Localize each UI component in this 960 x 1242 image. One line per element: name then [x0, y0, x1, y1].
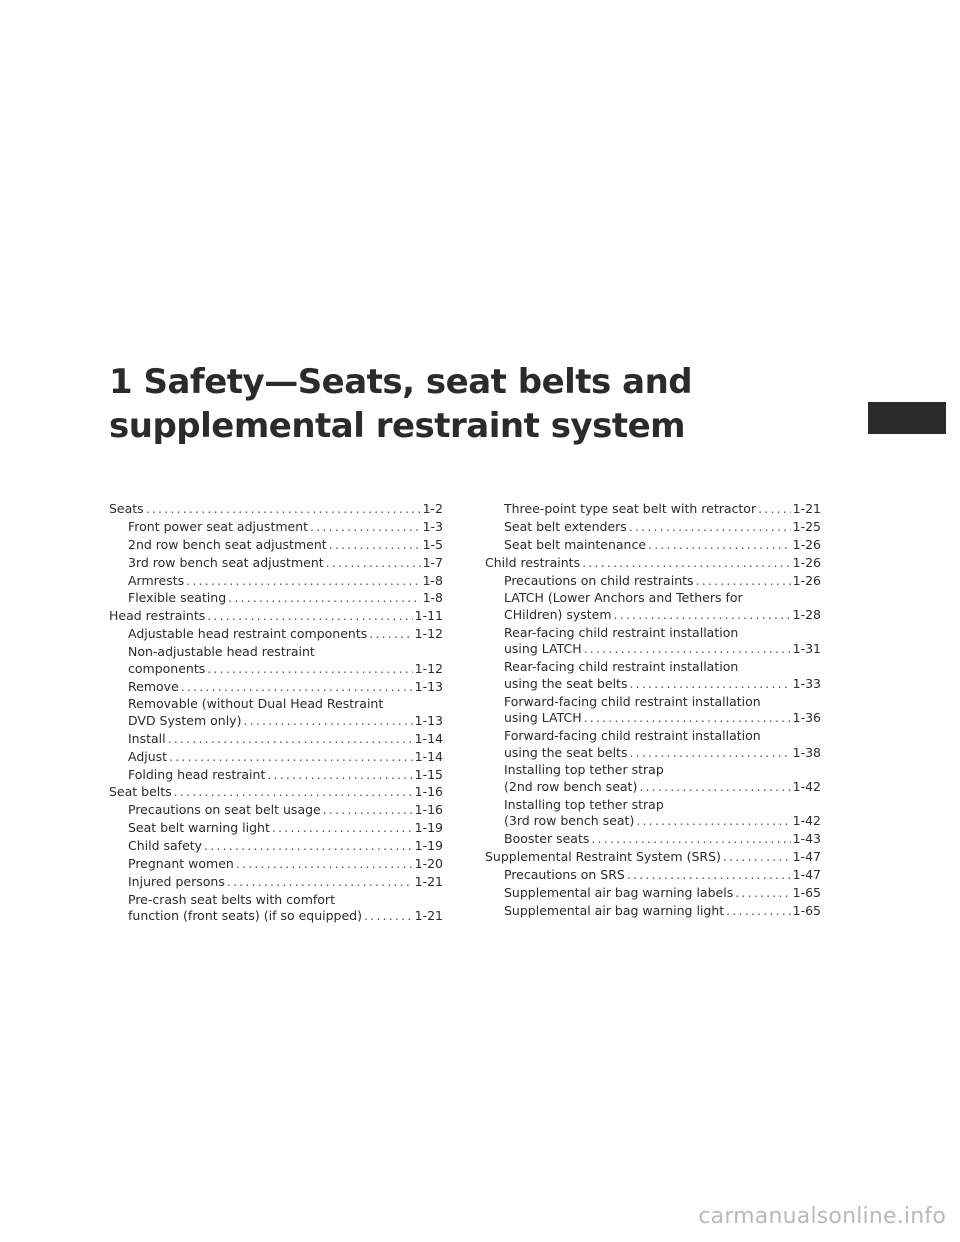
- toc-entry-label: DVD System only): [128, 712, 242, 728]
- toc-entry-line: [128, 713, 443, 730]
- toc-entry-line: [128, 749, 443, 766]
- toc-entry-page-number: 1-19: [414, 838, 443, 854]
- toc-column-right: [485, 501, 821, 921]
- toc-entry-label: Child safety: [128, 838, 203, 854]
- toc-entry-label-line: Rear-facing child restraint installation: [504, 659, 739, 675]
- toc-entry-label-line: Installing top tether strap: [504, 796, 664, 812]
- chapter-title-line-1: 1 Safety—Seats, seat belts and: [109, 362, 693, 402]
- toc-entry-line: [504, 641, 821, 658]
- toc-entry[interactable]: [485, 797, 821, 830]
- toc-entry-label: (3rd row bench seat): [504, 813, 635, 829]
- toc-dot-leader: [629, 745, 790, 762]
- toc-entry[interactable]: [109, 519, 443, 536]
- toc-entry-label: using the seat belts: [504, 675, 628, 691]
- toc-entry[interactable]: [109, 838, 443, 855]
- toc-entry[interactable]: [109, 802, 443, 819]
- toc-entry-line: [128, 519, 443, 536]
- toc-dot-leader: [228, 590, 420, 607]
- toc-dot-leader: [582, 555, 791, 572]
- toc-entry-label-line: Rear-facing child restraint installation: [504, 624, 739, 640]
- toc-entry-page-number: 1-43: [792, 831, 821, 847]
- toc-dot-leader: [181, 679, 413, 696]
- toc-entry[interactable]: [485, 728, 821, 761]
- toc-entry-page-number: 1-5: [422, 536, 443, 552]
- toc-entry-label: Precautions on child restraints: [504, 572, 694, 588]
- toc-entry-line: [128, 573, 443, 590]
- toc-entry[interactable]: [109, 856, 443, 873]
- toc-entry-page-number: 1-36: [792, 710, 821, 726]
- toc-entry-page-number: 1-28: [792, 606, 821, 622]
- toc-entry-line: [485, 555, 821, 572]
- toc-entry[interactable]: [109, 767, 443, 784]
- toc-entry-label: 2nd row bench seat adjustment: [128, 536, 327, 552]
- toc-dot-leader: [169, 749, 413, 766]
- toc-entry-label-line: Removable (without Dual Head Restraint: [128, 696, 384, 712]
- toc-entry[interactable]: [485, 903, 821, 920]
- toc-entry-line: [504, 745, 821, 762]
- toc-entry-label: Supplemental air bag warning labels: [504, 884, 734, 900]
- toc-entry-label-line: Installing top tether strap: [504, 762, 664, 778]
- toc-dot-leader: [648, 537, 791, 554]
- toc-dot-leader: [735, 885, 790, 902]
- toc-dot-leader: [726, 903, 790, 920]
- toc-dot-leader: [629, 519, 791, 536]
- toc-dot-leader: [227, 874, 413, 891]
- toc-entry[interactable]: [485, 849, 821, 866]
- toc-entry-label: Adjustable head restraint components: [128, 626, 368, 642]
- toc-entry-page-number: 1-47: [792, 866, 821, 882]
- toc-entry-label: Child restraints: [485, 554, 581, 570]
- toc-entry-line: [128, 555, 443, 572]
- toc-entry-label: CHildren) system: [504, 606, 612, 622]
- toc-entry-page-number: 1-12: [414, 660, 443, 676]
- toc-entry-page-number: 1-21: [414, 908, 443, 924]
- toc-entry-label: Booster seats: [504, 831, 590, 847]
- toc-entry[interactable]: [485, 555, 821, 572]
- toc-entry-line: [504, 501, 821, 518]
- toc-entry-page-number: 1-2: [422, 501, 443, 516]
- toc-entry-label: Armrests: [128, 572, 185, 588]
- toc-entry-page-number: 1-38: [792, 744, 821, 760]
- toc-entry-label-line: Forward-facing child restraint installation: [504, 728, 761, 744]
- toc-entry-line: [128, 838, 443, 855]
- toc-dot-leader: [723, 849, 791, 866]
- toc-entry-label: Seats: [109, 501, 144, 516]
- toc-entry-label: Supplemental Restraint System (SRS): [485, 849, 721, 865]
- toc-entry-line: [128, 661, 443, 678]
- toc-entry-page-number: 1-26: [792, 536, 821, 552]
- toc-entry-line: [485, 849, 821, 866]
- toc-entry[interactable]: [485, 867, 821, 884]
- toc-entry[interactable]: [485, 537, 821, 554]
- toc-entry-page-number: 1-16: [414, 784, 443, 800]
- toc-entry-line: [128, 874, 443, 891]
- toc-entry-page-number: 1-13: [414, 678, 443, 694]
- toc-entry-label-line: LATCH (Lower Anchors and Tethers for: [504, 590, 743, 606]
- toc-entry-line: [128, 537, 443, 554]
- toc-dot-leader: [627, 867, 791, 884]
- toc-entry-page-number: 1-16: [414, 802, 443, 818]
- toc-entry-page-number: 1-26: [792, 572, 821, 588]
- toc-dot-leader: [329, 537, 421, 554]
- toc-entry-label: Folding head restraint: [128, 766, 266, 782]
- toc-entry[interactable]: [485, 885, 821, 902]
- toc-entry[interactable]: [109, 874, 443, 891]
- toc-entry-page-number: 1-65: [792, 884, 821, 900]
- toc-entry-label: Install: [128, 730, 166, 746]
- toc-entry-label: 3rd row bench seat adjustment: [128, 554, 324, 570]
- toc-entry-line: [128, 767, 443, 784]
- toc-dot-leader: [629, 676, 790, 693]
- toc-dot-leader: [584, 710, 791, 727]
- toc-entry[interactable]: [109, 644, 443, 677]
- toc-entry-label: Remove: [128, 678, 179, 694]
- toc-dot-leader: [207, 608, 412, 625]
- toc-dot-leader: [236, 856, 413, 873]
- toc-entry[interactable]: [109, 626, 443, 643]
- toc-entry[interactable]: [109, 749, 443, 766]
- toc-entry[interactable]: [109, 820, 443, 837]
- toc-entry-label: using LATCH: [504, 710, 582, 726]
- toc-entry-line: [504, 676, 821, 693]
- toc-entry[interactable]: [485, 831, 821, 848]
- toc-dot-leader: [168, 731, 413, 748]
- toc-entry[interactable]: [109, 679, 443, 696]
- toc-entry-page-number: 1-7: [422, 554, 443, 570]
- toc-entry[interactable]: [485, 573, 821, 590]
- toc-entry-page-number: 1-8: [422, 572, 443, 588]
- toc-entry-line: [128, 626, 443, 643]
- toc-entry-page-number: 1-21: [792, 501, 821, 516]
- toc-entry-line: [504, 710, 821, 727]
- toc-entry-page-number: 1-15: [414, 766, 443, 782]
- toc-entry-page-number: 1-26: [792, 554, 821, 570]
- toc-entry-page-number: 1-20: [414, 856, 443, 872]
- toc-entry-page-number: 1-65: [792, 902, 821, 918]
- toc-entry[interactable]: [485, 501, 821, 518]
- toc-dot-leader: [369, 626, 412, 643]
- toc-entry[interactable]: [109, 608, 443, 625]
- toc-entry-label-line: Forward-facing child restraint installation: [504, 693, 761, 709]
- toc-entry-page-number: 1-21: [414, 873, 443, 889]
- chapter-tab-marker: [868, 402, 946, 434]
- toc-entry-page-number: 1-31: [792, 641, 821, 657]
- toc-entry-line: [128, 679, 443, 696]
- toc-entry-label: Front power seat adjustment: [128, 518, 309, 534]
- toc-entry-page-number: 1-33: [792, 675, 821, 691]
- toc-entry-line: [504, 903, 821, 920]
- toc-entry[interactable]: [485, 590, 821, 623]
- toc-entry-line: [504, 519, 821, 536]
- toc-entry[interactable]: [485, 519, 821, 536]
- toc-entry-page-number: 1-42: [792, 778, 821, 794]
- toc-entry-line: [504, 867, 821, 884]
- toc-entry-line: [128, 908, 443, 925]
- toc-entry-page-number: 1-19: [414, 820, 443, 836]
- toc-entry-line: [504, 537, 821, 554]
- toc-entry-label: (2nd row bench seat): [504, 778, 638, 794]
- toc-dot-leader: [758, 501, 791, 518]
- toc-entry-page-number: 1-12: [414, 626, 443, 642]
- toc-entry-label-line: Pre-crash seat belts with comfort: [128, 891, 335, 907]
- toc-column-left: [109, 501, 443, 926]
- toc-dot-leader: [204, 838, 413, 855]
- toc-entry-line: [504, 779, 821, 796]
- toc-entry-label: Injured persons: [128, 873, 225, 889]
- toc-entry-page-number: 1-47: [792, 849, 821, 865]
- toc-entry-page-number: 1-14: [414, 748, 443, 764]
- toc-entry[interactable]: [485, 694, 821, 727]
- toc-entry[interactable]: [485, 625, 821, 658]
- toc-entry-label: components: [128, 660, 206, 676]
- toc-entry-label-line: Non-adjustable head restraint: [128, 644, 315, 660]
- toc-entry-line: [109, 784, 443, 801]
- toc-dot-leader: [186, 573, 420, 590]
- toc-entry-page-number: 1-13: [414, 712, 443, 728]
- toc-entry[interactable]: [109, 555, 443, 572]
- toc-entry-page-number: 1-8: [422, 590, 443, 606]
- toc-entry-label: Precautions on SRS: [504, 866, 625, 882]
- toc-dot-leader: [243, 713, 412, 730]
- toc-entry-label: Adjust: [128, 748, 168, 764]
- toc-dot-leader: [639, 779, 790, 796]
- chapter-title: [109, 360, 692, 448]
- toc-entry-label: Pregnant women: [128, 856, 234, 872]
- toc-entry-line: [504, 573, 821, 590]
- toc-entry-label: Seat belt maintenance: [504, 536, 647, 552]
- toc-dot-leader: [174, 784, 413, 801]
- toc-entry-line: [504, 813, 821, 830]
- toc-dot-leader: [636, 813, 790, 830]
- toc-dot-leader: [310, 519, 421, 536]
- toc-entry-page-number: 1-14: [414, 730, 443, 746]
- toc-dot-leader: [146, 501, 421, 518]
- toc-entry[interactable]: [109, 501, 443, 518]
- toc-entry-page-number: 1-11: [414, 608, 443, 624]
- toc-entry[interactable]: [485, 762, 821, 795]
- toc-entry-label: function (front seats) (if so equipped): [128, 908, 362, 924]
- toc-entry-page-number: 1-42: [792, 813, 821, 829]
- toc-dot-leader: [591, 831, 790, 848]
- toc-entry[interactable]: [485, 659, 821, 692]
- toc-entry-line: [128, 590, 443, 607]
- toc-dot-leader: [272, 820, 413, 837]
- toc-entry-label: Seat belt extenders: [504, 518, 627, 534]
- toc-dot-leader: [326, 555, 421, 572]
- toc-entry-page-number: 1-25: [792, 518, 821, 534]
- toc-entry[interactable]: [109, 784, 443, 801]
- toc-entry[interactable]: [109, 537, 443, 554]
- toc-dot-leader: [584, 641, 791, 658]
- toc-entry-label: Head restraints: [109, 608, 206, 624]
- toc-entry-label: Precautions on seat belt usage: [128, 802, 321, 818]
- toc-dot-leader: [696, 573, 791, 590]
- chapter-title-line-2: supplemental restraint system: [109, 406, 686, 446]
- toc-dot-leader: [323, 802, 413, 819]
- footer-watermark: carmanualsonline.info: [698, 1204, 946, 1229]
- toc-entry-label: using LATCH: [504, 641, 582, 657]
- toc-entry[interactable]: [109, 731, 443, 748]
- toc-entry-line: [128, 802, 443, 819]
- toc-entry-line: [504, 885, 821, 902]
- toc-entry-label: Seat belt warning light: [128, 820, 270, 836]
- toc-entry[interactable]: [109, 590, 443, 607]
- toc-entry-label: Flexible seating: [128, 590, 227, 606]
- toc-entry[interactable]: [109, 696, 443, 729]
- toc-entry-line: [109, 501, 443, 518]
- toc-entry[interactable]: [109, 573, 443, 590]
- toc-entry-line: [128, 731, 443, 748]
- toc-entry-label: Supplemental air bag warning light: [504, 902, 725, 918]
- toc-entry-page-number: 1-3: [422, 518, 443, 534]
- toc-entry-label: using the seat belts: [504, 744, 628, 760]
- toc-dot-leader: [267, 767, 412, 784]
- toc-entry-line: [128, 820, 443, 837]
- toc-entry-line: [504, 831, 821, 848]
- toc-dot-leader: [207, 661, 412, 678]
- toc-entry-label: Three-point type seat belt with retractor: [504, 501, 757, 516]
- toc-entry-label: Seat belts: [109, 784, 172, 800]
- toc-entry-line: [128, 856, 443, 873]
- toc-entry[interactable]: [109, 892, 443, 925]
- toc-dot-leader: [614, 607, 791, 624]
- toc-entry-line: [109, 608, 443, 625]
- toc-entry-line: [504, 607, 821, 624]
- toc-dot-leader: [364, 908, 413, 925]
